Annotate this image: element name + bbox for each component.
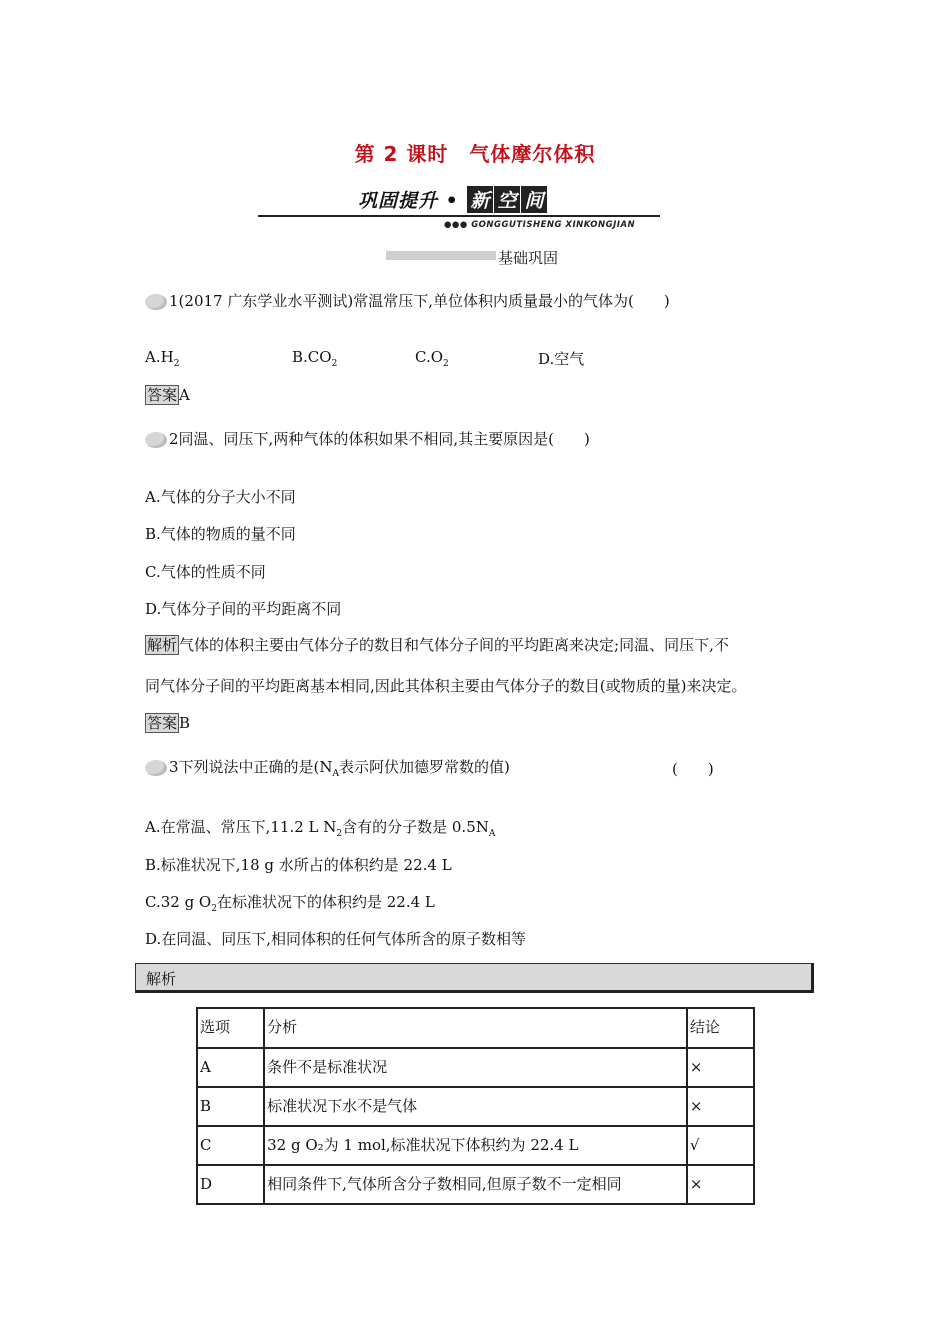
table-row: [197, 1126, 754, 1165]
question-marker-icon: [145, 760, 167, 776]
section-label: 基础巩固: [498, 249, 559, 267]
q1-answer: [145, 385, 190, 405]
question-text: (2017 广东学业水平测试)常温常压下,单位体积内质量最小的气体为( ): [178, 292, 670, 310]
table-cell: 条件不是标准状况: [264, 1048, 687, 1087]
q3-option-c: C.32 g $O_2$在标准状况下的体积约是 22.4 L: [145, 893, 435, 914]
banner-dot: •: [445, 190, 459, 212]
q1-option-d: D.空气: [538, 350, 585, 368]
q3-paren: ( ): [672, 760, 714, 778]
question-number: 1: [169, 292, 179, 310]
table-header-cell: 结论: [687, 1008, 754, 1048]
table-header-row: [197, 1008, 754, 1048]
table-row: [197, 1087, 754, 1126]
section-bar: [386, 251, 496, 260]
table-cell: 相同条件下,气体所含分子数相同,但原子数不一定相同: [264, 1165, 687, 1204]
table-header-cell: 选项: [197, 1008, 264, 1048]
table-cell: C: [197, 1126, 264, 1165]
table-cell: 32 g O₂为 1 mol,标准状况下体积约为 22.4 L: [264, 1126, 687, 1165]
table-cell: 标准状况下水不是气体: [264, 1087, 687, 1126]
q3-option-d: D.在同温、同压下,相同体积的任何气体所含的原子数相等: [145, 930, 527, 948]
answer-value: B: [179, 714, 191, 732]
banner-underline: [258, 215, 660, 217]
answer-value: A: [179, 386, 190, 404]
q3-option-a: A.在常温、常压下,11.2 L $N_2$含有的分子数是 $0.5N_A$: [145, 818, 496, 839]
q1-option-c: $C.O_2$: [415, 348, 449, 369]
question-marker-icon: [145, 294, 167, 310]
banner-title: [358, 186, 547, 213]
banner-text: 巩固提升: [358, 190, 439, 212]
section-banner: [258, 184, 660, 232]
q1-option-b: $B.CO_2$: [292, 348, 338, 369]
table-cell: B: [197, 1087, 264, 1126]
question-marker-icon: [145, 432, 167, 448]
question-number: 2: [169, 430, 179, 448]
table-row: [197, 1048, 754, 1087]
banner-box-2: 空: [494, 186, 520, 213]
lesson-title: 第 2 课时 气体摩尔体积: [354, 142, 596, 166]
q1-option-a: $A.H_2$: [145, 348, 180, 369]
banner-subtitle: ●●● GONGGUTISHENG XINKONGJIAN: [444, 220, 636, 230]
table-cell: ×: [687, 1087, 754, 1126]
q2-option-d: D.气体分子间的平均距离不同: [145, 600, 342, 618]
table-cell: ×: [687, 1165, 754, 1204]
analysis-table: [196, 1007, 755, 1205]
answer-tag: 答案: [147, 714, 178, 732]
table-cell: D: [197, 1165, 264, 1204]
q3-option-b: B.标准状况下,18 g 水所占的体积约是 22.4 L: [145, 856, 452, 874]
table-cell: √: [687, 1126, 754, 1165]
q3-analysis-bar: 解析: [135, 963, 814, 993]
banner-box-1: 新: [467, 186, 493, 213]
table-cell: A: [197, 1048, 264, 1087]
question-1: [145, 290, 670, 311]
question-3: 3下列说法中正确的是($N_A$表示阿伏加德罗常数的值): [145, 756, 725, 779]
question-text: 同温、同压下,两种气体的体积如果不相同,其主要原因是( ): [178, 430, 590, 448]
table-header-cell: 分析: [264, 1008, 687, 1048]
analysis-tag: 解析: [147, 636, 178, 654]
answer-tag: 答案: [147, 386, 178, 404]
q2-option-b: B.气体的物质的量不同: [145, 525, 296, 543]
question-2: [145, 428, 590, 449]
banner-box-3: 间: [521, 186, 547, 213]
q2-answer: [145, 713, 190, 733]
table-cell: ×: [687, 1048, 754, 1087]
q2-option-c: C.气体的性质不同: [145, 563, 266, 581]
q2-option-a: A.气体的分子大小不同: [145, 488, 296, 506]
question-number: 3: [169, 758, 179, 776]
q2-analysis: 解析 气体的体积主要由气体分子的数目和气体分子间的平均距离来决定;同温、同压下,不 同气体分子间的平均距离基本相同,因此其体积主要由气体分子的数目(或物质的量)来决定。: [145, 636, 747, 695]
table-row: [197, 1165, 754, 1204]
